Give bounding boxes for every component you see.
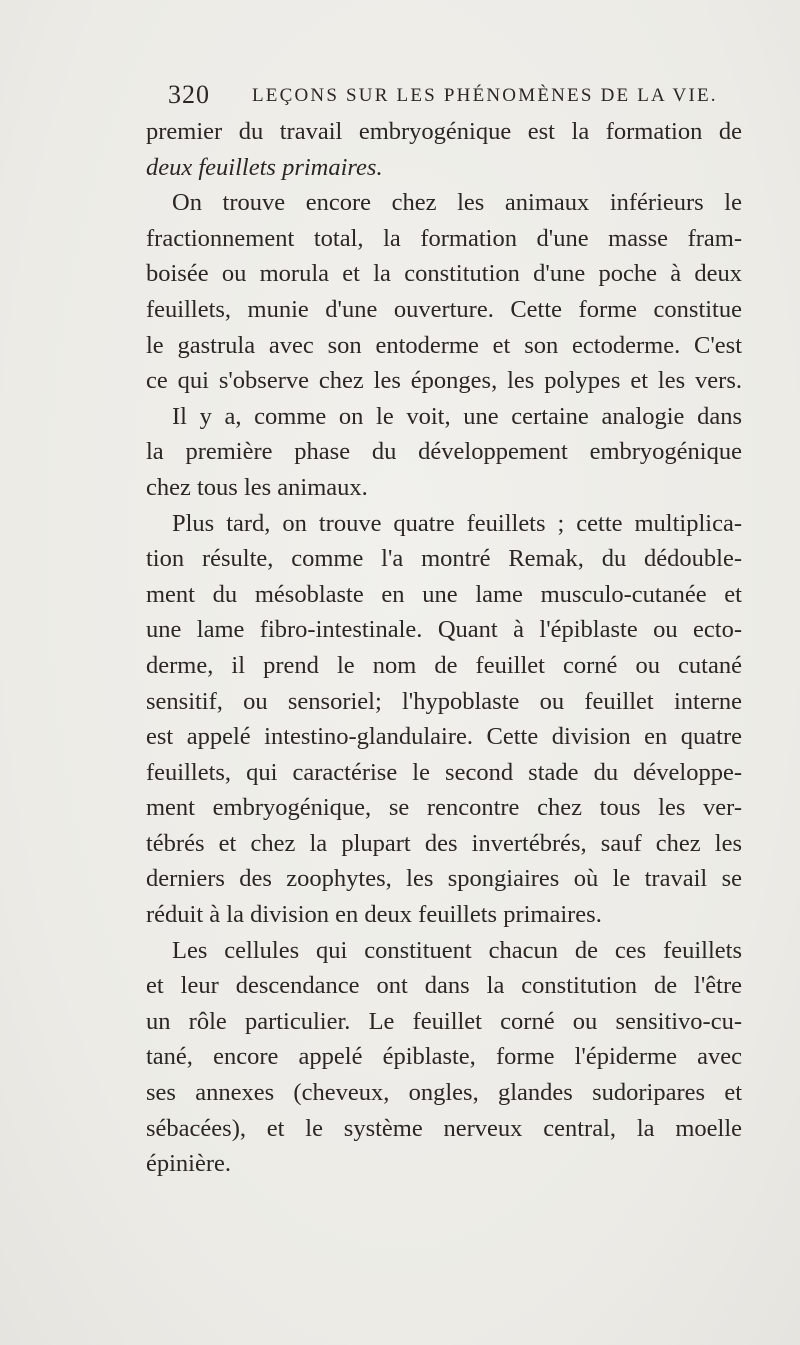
text-line: ment du mésoblaste en une lame musculo-cutanée et [146,580,742,608]
text-line: ce qui s'observe chez les éponges, les polypes et les vers. [146,367,742,395]
text-line: feuillets, munie d'une ouverture. Cette forme constitue [146,295,742,323]
italic-term: deux feuillets primaires. [146,153,383,181]
body-text [146,114,742,1182]
text-line: est appelé intestino-glandulaire. Cette division en quatre [146,723,742,751]
paragraph-end: réduit à la division en deux feuillets primaires. [146,901,602,929]
text-line: sensitif, ou sensoriel; l'hypoblaste ou feuillet interne [146,687,742,715]
paragraph-start: Plus tard, on trouve quatre feuillets ; cette multiplica- [172,509,742,537]
paragraph-start: Les cellules qui constituent chacun de ces feuillets [172,936,742,964]
text-line-italic [146,150,742,186]
text-line: fractionnement total, la formation d'une masse fram- [146,224,742,252]
page-header [168,80,728,114]
text-line: boisée ou morula et la constitution d'une poche à deux [146,260,742,288]
running-head: LEÇONS SUR LES PHÉNOMÈNES DE LA VIE. [252,85,718,106]
text-line: ment embryogénique, se rencontre chez tous les ver- [146,794,742,822]
text-line: derniers des zoophytes, les spongiaires où le travail se [146,865,742,893]
text-line: derme, il prend le nom de feuillet corné ou cutané [146,651,742,679]
text-line: un rôle particulier. Le feuillet corné ou sensitivo-cu- [146,1007,742,1035]
paragraph-end: épinière. [146,1150,232,1178]
text-line: le gastrula avec son entoderme et son ectoderme. C'est [146,331,742,359]
text-line: tion résulte, comme l'a montré Remak, du dédouble- [146,545,742,573]
paragraph-start: On trouve encore chez les animaux inférieurs le [172,189,742,217]
text-line: feuillets, qui caractérise le second stade du développe- [146,758,742,786]
text-line: tébrés et chez la plupart des invertébrés, sauf chez les [146,829,742,857]
text-line: tané, encore appelé épiblaste, forme l'épiderme avec [146,1043,742,1071]
text-line: la première phase du développement embryogénique [146,438,742,466]
page-number: 320 [168,80,210,109]
paragraph-end: chez tous les animaux. [146,473,368,501]
text-line: ses annexes (cheveux, ongles, glandes sudoripares et [146,1079,742,1107]
text-line: et leur descendance ont dans la constitution de l'être [146,972,742,1000]
text-line: une lame fibro-intestinale. Quant à l'épiblaste ou ecto- [146,616,742,644]
paragraph-start: Il y a, comme on le voit, une certaine analogie dans [172,402,742,430]
text-line: sébacées), et le système nerveux central, la moelle [146,1114,742,1142]
text-line: premier du travail embryogénique est la formation de [146,118,742,145]
